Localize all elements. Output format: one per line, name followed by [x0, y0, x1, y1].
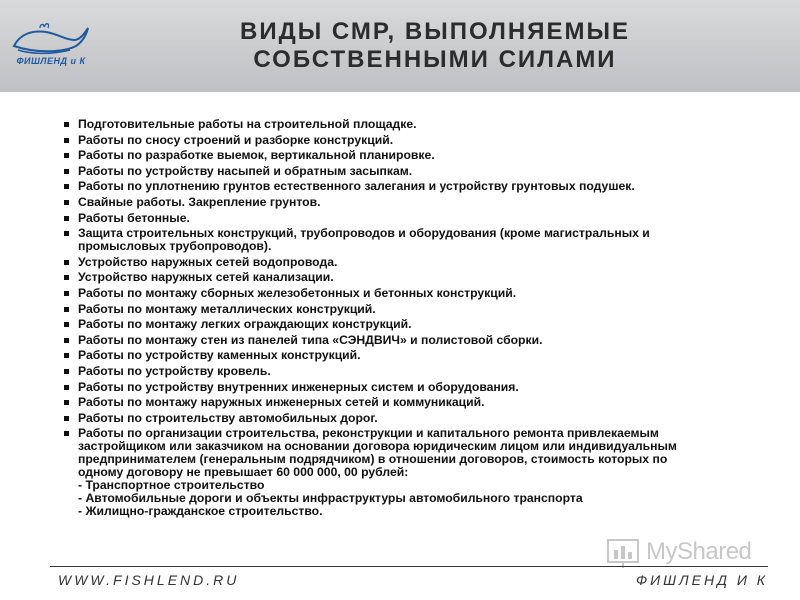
list-item [62, 318, 752, 331]
list-item-text: Работы по устройству насыпей и обратным засыпкам. [78, 163, 413, 178]
list-item-text: Работы по устройству внутренних инженерных систем и оборудования. [78, 379, 519, 394]
list-item [62, 287, 752, 300]
list-item-text: предпринимателем (генеральным подрядчиком) в отношении договоров, стоимость которых по [78, 452, 668, 467]
list-item-text: Устройство наружных сетей водопровода. [78, 254, 338, 269]
list-item-text: Работы по сносу строений и разборке конструкций. [78, 132, 394, 147]
list-item-text: Защита строительных конструкций, трубопроводов и оборудования (кроме магистральных и [78, 226, 650, 241]
list-item [62, 396, 752, 409]
list-item [62, 118, 752, 131]
list-item-text: Работы по разработке выемок, вертикальной планировке. [78, 148, 435, 163]
list-item [62, 412, 752, 425]
list-item-text: Работы по монтажу наружных инженерных сетей и коммуникаций. [78, 395, 485, 410]
list-item-text: - Транспортное строительство [78, 478, 265, 493]
list-item-text: Работы по монтажу стен из панелей типа «СЭНДВИЧ» и полистовой сборки. [78, 332, 543, 347]
logo-text: ФИШЛЕНД и К [16, 56, 86, 66]
list-item-text: Подготовительные работы на строительной площадке. [78, 117, 417, 131]
list-item [62, 381, 752, 394]
presentation-icon [606, 536, 642, 570]
list-item-text: Работы по монтажу металлических конструкций. [78, 301, 376, 316]
list-item-text: Работы по строительству автомобильных дорог. [78, 410, 378, 425]
list-item-text: Работы по монтажу сборных железобетонных и бетонных конструкций. [78, 285, 517, 300]
list-item-text: промысловых трубопроводов). [78, 239, 272, 254]
list-item-text: Работы по организации строительства, реконструкции и капитального ремонта привлекаемым [78, 426, 659, 441]
list-item-text: Работы по монтажу легких ограждающих конструкций. [78, 317, 412, 332]
footer-divider [50, 566, 768, 567]
list-item-text: одному договору не превышает 60 000 000, 00 рублей: [78, 465, 409, 480]
list-item [62, 303, 752, 316]
header-band [0, 0, 800, 92]
list-item-text: - Автомобильные дороги и объекты инфраструктуры автомобильного транспорта [78, 491, 583, 506]
list-item [62, 427, 752, 518]
list-item [62, 227, 752, 253]
company-logo [10, 22, 92, 74]
list-item-text: - Жилищно-гражданское строительство. [78, 504, 323, 519]
list-item [62, 334, 752, 347]
page-title-line-1: ВИДЫ СМР, ВЫПОЛНЯЕМЫЕ [240, 18, 630, 45]
content-area [62, 118, 752, 521]
list-item [62, 349, 752, 362]
list-item-text: Работы по уплотнению грунтов естественного залегания и устройству грунтовых подушек. [78, 179, 635, 194]
list-item [62, 149, 752, 162]
page-title [110, 18, 760, 74]
list-item-text: Устройство наружных сетей канализации. [78, 270, 334, 285]
list-item [62, 256, 752, 269]
list-item-text: Работы бетонные. [78, 210, 190, 225]
list-item-text: застройщиком или заказчиком на основании договора юридическим лицом или индивидуальным [78, 439, 677, 454]
list-item-text: Работы по устройству кровель. [78, 363, 271, 378]
myshared-watermark [606, 536, 776, 570]
list-item [62, 196, 752, 209]
list-item [62, 365, 752, 378]
page-title-line-2: СОБСТВЕННЫМИ СИЛАМИ [253, 46, 617, 73]
watermark-text: MyShared [646, 538, 752, 565]
list-item-text: Работы по устройству каменных конструкций. [78, 348, 361, 363]
works-list [62, 118, 752, 518]
footer-company: ФИШЛЕНД И К [636, 572, 768, 588]
list-item [62, 165, 752, 178]
whale-logo-icon [10, 22, 92, 58]
list-item [62, 212, 752, 225]
footer-website: WWW.FISHLEND.RU [58, 572, 240, 588]
list-item [62, 271, 752, 284]
list-item-text: Свайные работы. Закрепление грунтов. [78, 194, 321, 209]
list-item [62, 134, 752, 147]
list-item [62, 180, 752, 193]
